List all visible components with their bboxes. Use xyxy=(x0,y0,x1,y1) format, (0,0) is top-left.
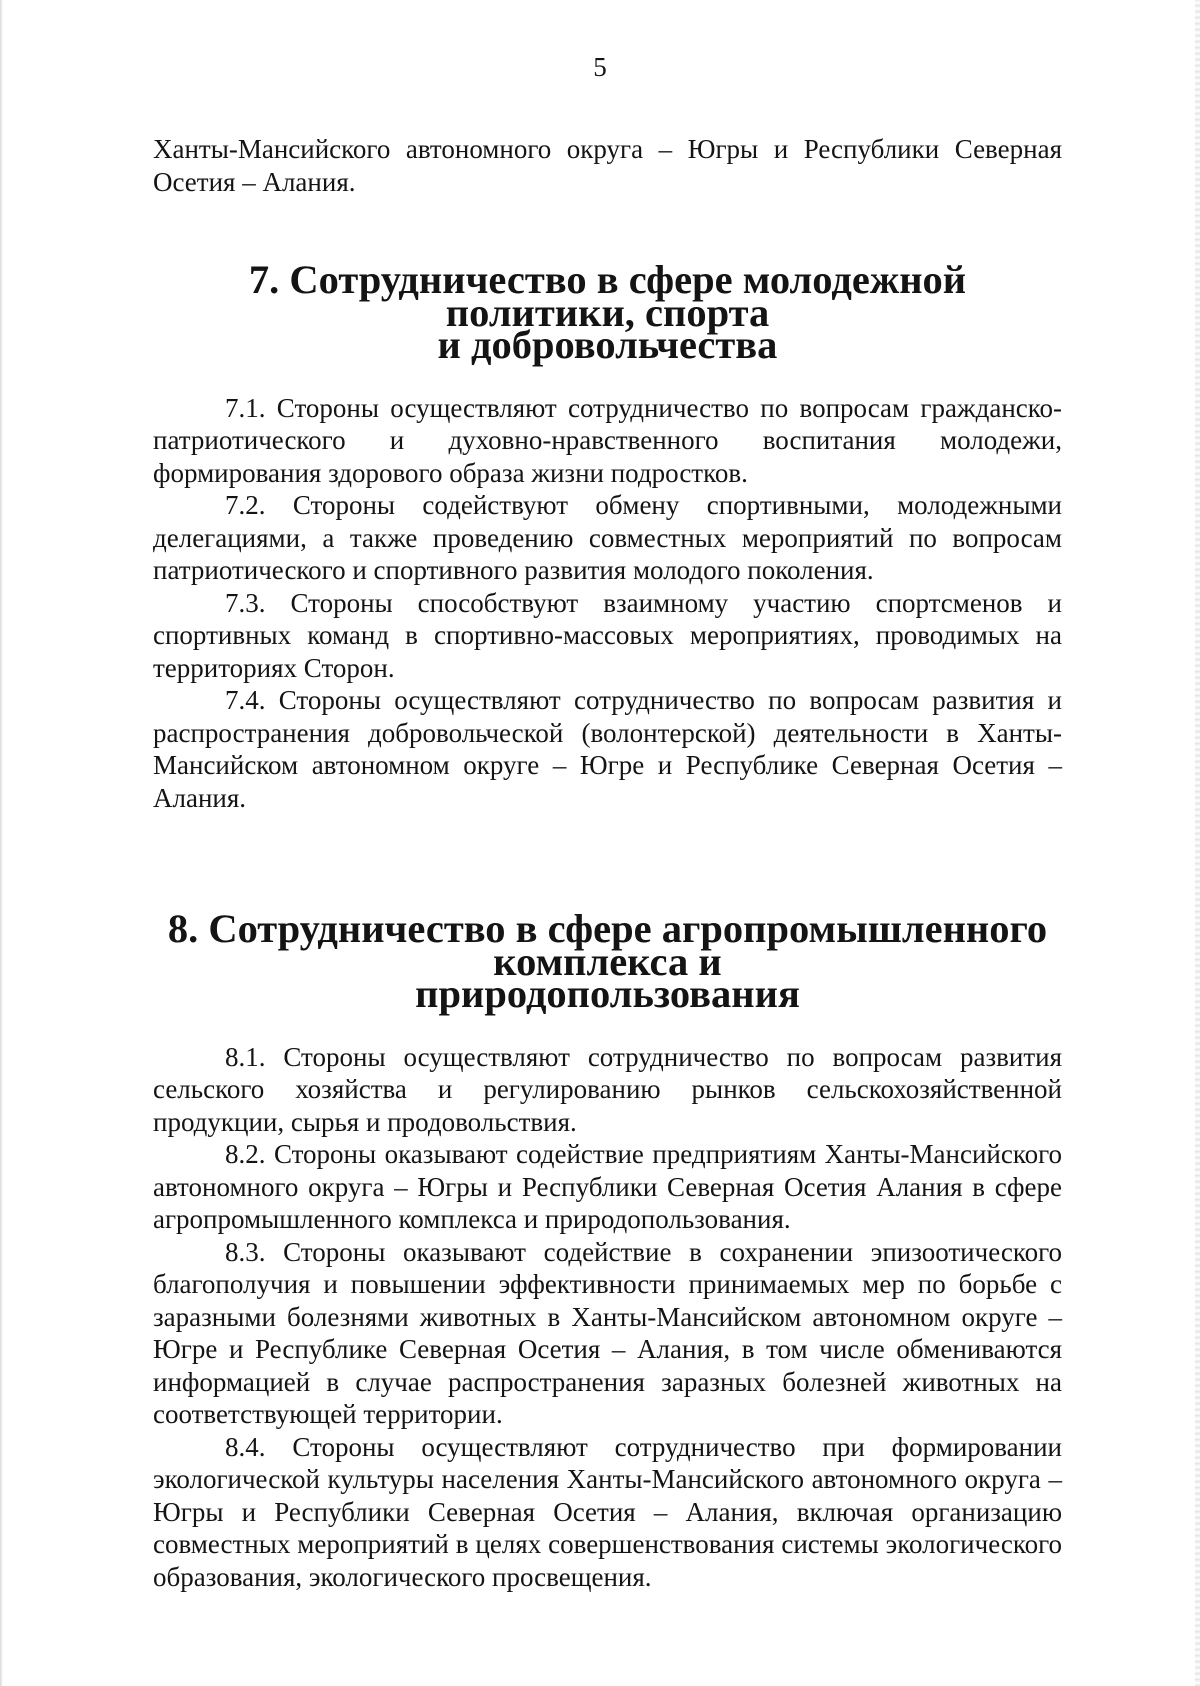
paragraph-8-3: 8.3. Стороны оказывают содействие в сохранении эпизоотического благополучия и повышении эффективности принимаемых мер по борьбе с заразными болезнями животных в Ханты-Мансийском автономном округе – Югре и Республике Северная Осетия – Алания, в том числе обмениваются информацией в случае распространения заразных болезней животных на соответствующей территории. xyxy=(153,1236,1062,1429)
section-8-title-line-2: природопользования xyxy=(415,971,800,1016)
paragraph-7-3: 7.3. Стороны способствуют взаимному участию спортсменов и спортивных команд в спортивно-массовых мероприятиях, проводимых на территориях Сторон. xyxy=(153,587,1062,683)
section-7-title xyxy=(153,257,1062,367)
intro-paragraph: Ханты-Мансийского автономного округа – Югры и Республики Северная Осетия – Алания. xyxy=(153,134,1062,197)
page-number: 5 xyxy=(593,52,607,82)
section-7-title-line-2: и добровольчества xyxy=(437,322,778,367)
paragraph-7-4: 7.4. Стороны осуществляют сотрудничество по вопросам развития и распространения добровольческой (волонтерской) деятельности в Ханты-Мансийском автономном округе – Югре и Республике Северная Осетия – Алания. xyxy=(153,685,1062,813)
section-8-title xyxy=(153,906,1062,1016)
scan-edge-right xyxy=(1195,0,1200,1686)
document-body xyxy=(153,133,1062,1593)
paragraph-8-4: 8.4. Стороны осуществляют сотрудничество при формировании экологической культуры населения Ханты-Мансийского автономного округа – Югры и Республики Северная Осетия – Алания, включая организацию совместных мероприятий в целях совершенствования системы экологического образования, экологического просвещения. xyxy=(153,1431,1062,1592)
paragraph-7-1: 7.1. Стороны осуществляют сотрудничество по вопросам гражданско-патриотического и духовно-нравственного воспитания молодежи, формирования здорового образа жизни подростков. xyxy=(153,392,1062,488)
scan-edge-left xyxy=(0,0,3,1686)
paragraph-8-2: 8.2. Стороны оказывают содействие предприятиям Ханты-Мансийского автономного округа – Югры и Республики Северная Осетия Алания в сфере агропромышленного комплекса и природопользования. xyxy=(153,1139,1062,1234)
paragraph-8-1: 8.1. Стороны осуществляют сотрудничество по вопросам развития сельского хозяйства и регулированию рынков сельскохозяйственной продукции, сырья и продовольствия. xyxy=(153,1041,1062,1137)
section-8-title-line-1: 8. Сотрудничество в сфере агропромышленного комплекса и xyxy=(167,906,1048,984)
section-7-title-line-1: 7. Сотрудничество в сфере молодежной политики, спорта xyxy=(248,257,967,335)
paragraph-7-2: 7.2. Стороны содействуют обмену спортивными, молодежными делегациями, а также проведению совместных мероприятий по вопросам патриотического и спортивного развития молодого поколения. xyxy=(153,490,1062,585)
